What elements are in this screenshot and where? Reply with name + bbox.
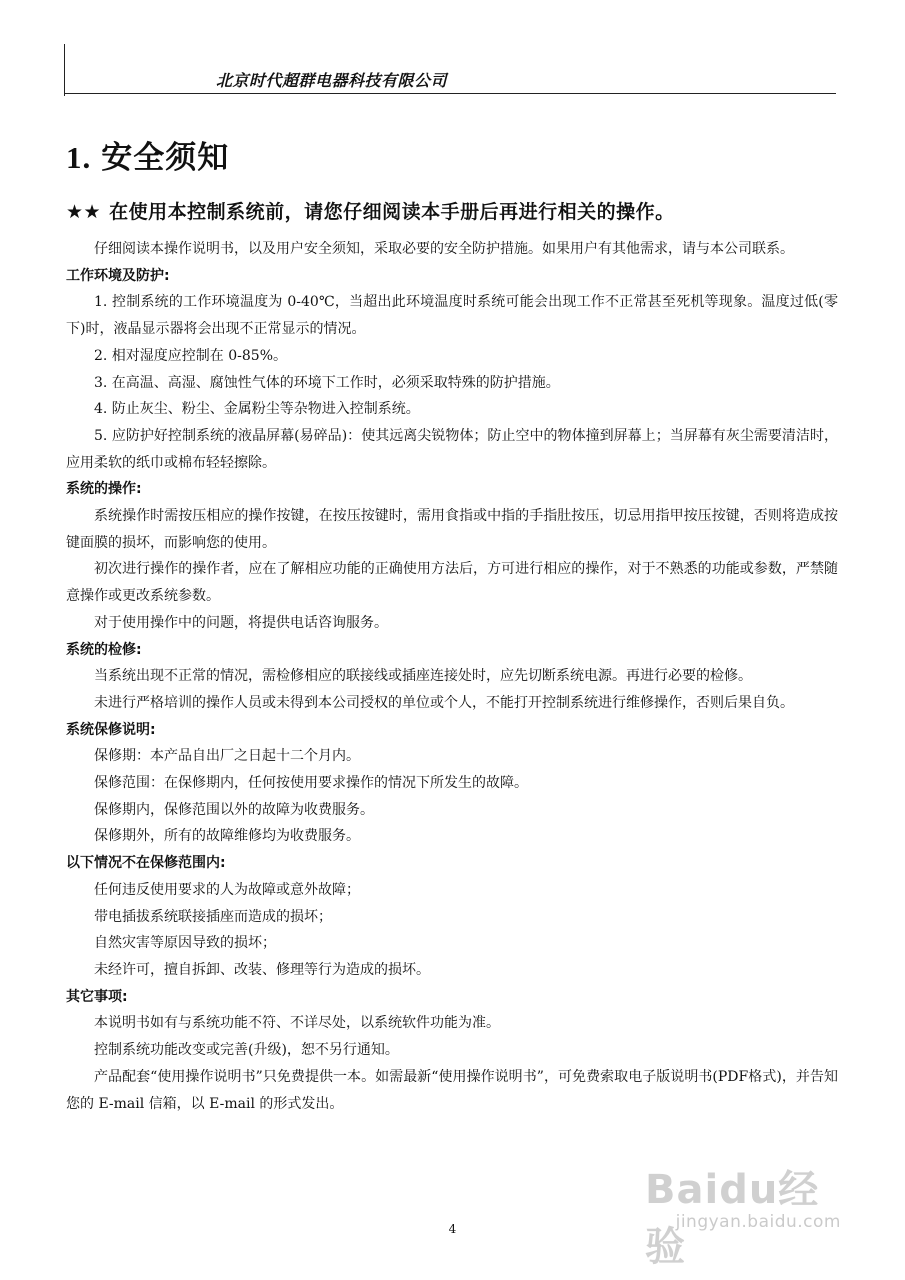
warranty-paragraph: 保修期内，保修范围以外的故障为收费服务。 — [94, 801, 374, 818]
maintenance-paragraph: 当系统出现不正常的情况，需检修相应的联接线或插座连接处时，应先切断系统电源。再进行必要的检修。 — [94, 668, 752, 685]
document-body — [66, 236, 838, 1117]
other-heading: 其它事项: — [66, 988, 128, 1005]
intro-paragraph: 仔细阅读本操作说明书，以及用户安全须知，采取必要的安全防护措施。如果用户有其他需求，请与本公司联系。 — [94, 241, 794, 257]
header-vertical-line — [64, 44, 65, 96]
operation-paragraph: 对于使用操作中的问题，将提供电话咨询服务。 — [94, 614, 388, 631]
operation-paragraph: 系统操作时需按压相应的操作按键，在按压按键时，需用食指或中指的手指肚按压，切忌用指甲按压按键，否则将造成按键面膜的损坏，而影响您的使用。 — [66, 508, 838, 551]
section-title — [66, 132, 229, 177]
header-rule — [64, 93, 836, 94]
page-header — [64, 40, 836, 94]
other-paragraph: 控制系统功能改变或完善(升级)，恕不另行通知。 — [94, 1042, 399, 1059]
warranty-heading: 系统保修说明: — [66, 721, 156, 738]
watermark-url: jingyan.baidu.com — [675, 1212, 841, 1232]
environment-item: 1. 控制系统的工作环境温度为 0-40℃，当超出此环境温度时系统可能会出现工作不正常甚至死机等现象。温度过低(零下)时，液晶显示器将会出现不正常显示的情况。 — [66, 294, 838, 338]
notice-text: 在使用本控制系统前，请您仔细阅读本手册后再进行相关的操作。 — [109, 201, 675, 223]
environment-item: 5. 应防护好控制系统的液晶屏幕(易碎品)：使其远离尖锐物体；防止空中的物体撞到屏幕上；当屏幕有灰尘需要清洁时，应用柔软的纸巾或棉布轻轻擦除。 — [66, 427, 838, 471]
operation-paragraph: 初次进行操作的操作者，应在了解相应功能的正确使用方法后，方可进行相应的操作，对于不熟悉的功能或参数，严禁随意操作或更改系统参数。 — [66, 561, 838, 605]
page-number: 4 — [448, 1222, 457, 1236]
environment-item: 4. 防止灰尘、粉尘、金属粉尘等杂物进入控制系统。 — [94, 401, 420, 418]
warranty-paragraph: 保修范围：在保修期内，任何按使用要求操作的情况下所发生的故障。 — [94, 775, 528, 792]
company-name: 北京时代超群电器科技有限公司 — [216, 71, 448, 90]
other-paragraph: 本说明书如有与系统功能不符、不详尽处，以系统软件功能为准。 — [94, 1015, 500, 1032]
maintenance-heading: 系统的检修: — [66, 641, 142, 658]
section-number: 1. — [66, 140, 92, 175]
exclusions-paragraph: 带电插拔系统联接插座而造成的损坏； — [94, 908, 332, 925]
safety-notice — [66, 197, 675, 224]
exclusions-paragraph: 任何违反使用要求的人为故障或意外故障； — [94, 881, 360, 898]
exclusions-heading: 以下情况不在保修范围内: — [66, 855, 226, 872]
maintenance-paragraph: 未进行严格培训的操作人员或未得到本公司授权的单位或个人，不能打开控制系统进行维修操作，否则后果自负。 — [94, 694, 794, 711]
operation-heading: 系统的操作: — [66, 481, 142, 498]
environment-item: 3. 在高温、高湿、腐蚀性气体的环境下工作时，必须采取特殊的防护措施。 — [94, 374, 560, 391]
environment-heading: 工作环境及防护: — [66, 267, 170, 284]
watermark-logo: Baidu经验 — [645, 1167, 820, 1270]
baidu-watermark — [645, 1150, 845, 1270]
warranty-paragraph: 保修期外，所有的故障维修均为收费服务。 — [94, 828, 360, 845]
other-paragraph: 产品配套“使用操作说明书”只免费提供一本。如需最新“使用操作说明书”，可免费索取电子版说明书(PDF格式)，并告知您的 E-mail 信箱，以 E-mail 的形式发出。 — [66, 1068, 838, 1112]
warranty-paragraph: 保修期：本产品自出厂之日起十二个月内。 — [94, 748, 360, 765]
exclusions-paragraph: 自然灾害等原因导致的损坏； — [94, 935, 276, 952]
star-icon: ★★ — [66, 201, 102, 223]
exclusions-paragraph: 未经许可，擅自拆卸、改装、修理等行为造成的损坏。 — [94, 961, 430, 978]
environment-item: 2. 相对湿度应控制在 0-85%。 — [94, 347, 288, 364]
section-title-text: 安全须知 — [101, 140, 230, 176]
